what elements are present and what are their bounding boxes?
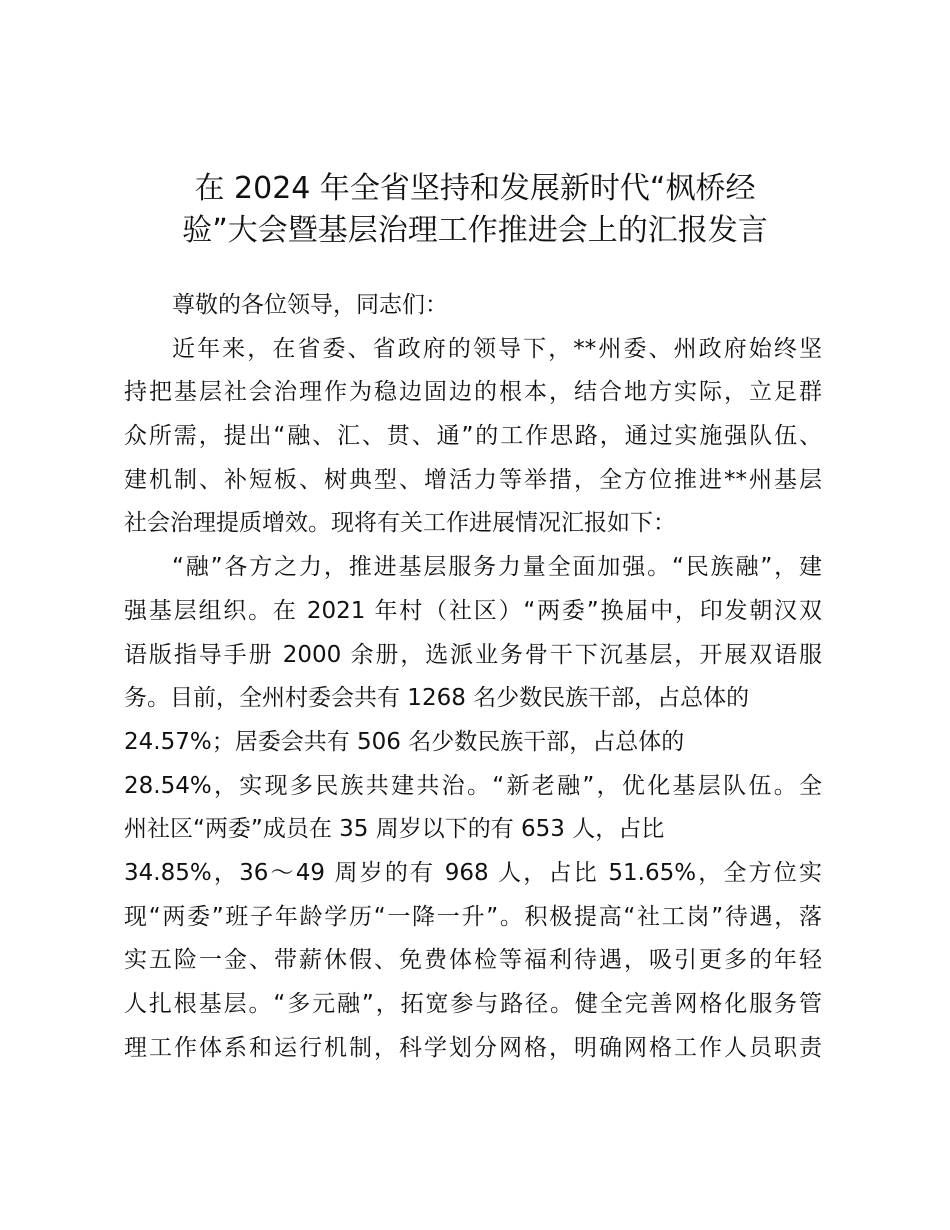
document-title <box>120 168 830 252</box>
paragraph-line: 建机制、补短板、树典型、增活力等举措，全方位推进**州基层 <box>124 466 822 493</box>
paragraph-line: 28.54%，实现多民族共建共治。“新老融”，优化基层队伍。全 <box>124 772 822 799</box>
paragraph-line: 务。目前，全州村委会共有 1268 名少数民族干部，占总体的 <box>124 685 750 712</box>
title-line: 在 2024 年全省坚持和发展新时代“枫桥经 <box>194 171 756 206</box>
paragraph-line: 社会治理提质增效。现将有关工作进展情况汇报如下： <box>124 510 676 537</box>
salutation: 尊敬的各位领导，同志们： <box>172 292 448 318</box>
document-body <box>124 284 822 1070</box>
paragraph-line: 持把基层社会治理作为稳边固边的根本，结合地方实际，立足群 <box>124 379 822 406</box>
paragraph-line: 强基层组织。在 2021 年村（社区）“两委”换届中，印发朝汉双 <box>124 597 822 624</box>
paragraph-line: 24.57%；居委会共有 506 名少数民族干部，占总体的 <box>124 728 685 755</box>
paragraph-line: 众所需，提出“融、汇、贯、通”的工作思路，通过实施强队伍、 <box>124 423 822 450</box>
title-line: 验”大会暨基层治理工作推进会上的汇报发言 <box>182 213 768 248</box>
paragraph-line: 人扎根基层。“多元融”，拓宽参与路径。健全完善网格化服务管 <box>124 991 822 1017</box>
paragraph-line: “融”各方之力，推进基层服务力量全面加强。“民族融”，建 <box>172 554 822 581</box>
paragraph-line: 实五险一金、带薪休假、免费体检等福利待遇，吸引更多的年轻 <box>124 947 822 974</box>
paragraph-line: 州社区“两委”成员在 35 周岁以下的有 653 人，占比 <box>124 816 665 843</box>
paragraph-line: 现“两委”班子年龄学历“一降一升”。积极提高“社工岗”待遇，落 <box>124 903 822 930</box>
paragraph-line: 近年来，在省委、省政府的领导下，**州委、州政府始终坚 <box>172 335 822 362</box>
paragraph-line: 语版指导手册 2000 余册，选派业务骨干下沉基层，开展双语服 <box>124 641 822 668</box>
paragraph-line: 理工作体系和运行机制，科学划分网格，明确网格工作人员职责 <box>124 1034 822 1061</box>
paragraph-line: 34.85%，36～49 周岁的有 968 人，占比 51.65%，全方位实 <box>124 859 822 886</box>
